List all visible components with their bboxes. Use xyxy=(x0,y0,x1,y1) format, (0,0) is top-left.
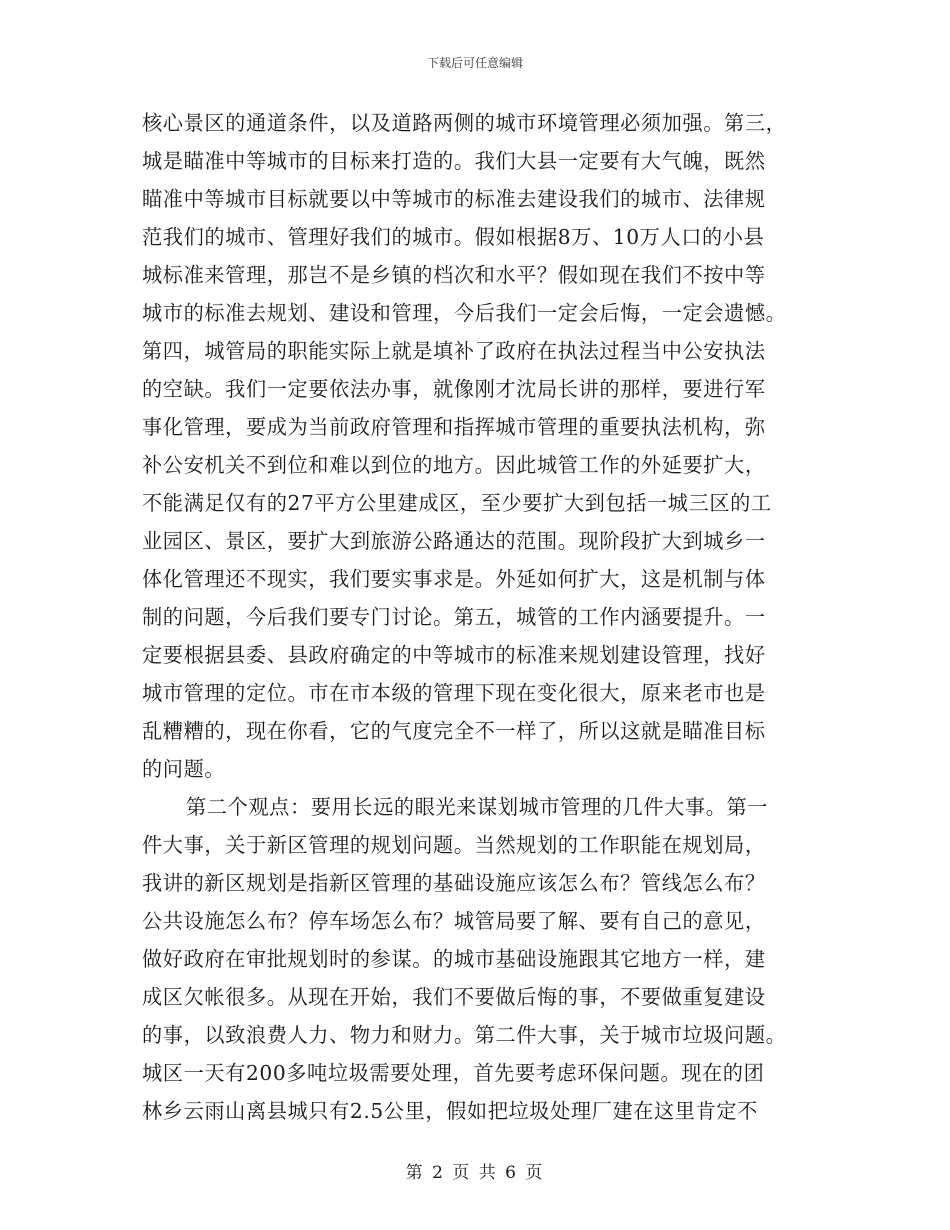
text-line: 事化管理，要成为当前政府管理和指挥城市管理的重要执法机构，弥 xyxy=(142,415,766,439)
paragraph-start-line: 第二个观点：要用长远的眼光来谋划城市管理的几件大事。第一 xyxy=(186,795,769,819)
text-line: 城标准来管理，那岂不是乡镇的档次和水平？假如现在我们不按中等 xyxy=(142,263,766,287)
text-line: 成区欠帐很多。从现在开始，我们不要做后悔的事，不要做重复建设 xyxy=(142,985,766,1009)
text-line: 我讲的新区规划是指新区管理的基础设施应该怎么布？管线怎么布？ xyxy=(142,871,766,895)
page-footer: 第 2 页 共 6 页 xyxy=(405,1163,545,1183)
text-line: 范我们的城市、管理好我们的城市。假如根据8万、10万人口的小县 xyxy=(142,225,765,249)
text-line: 瞄准中等城市目标就要以中等城市的标准去建设我们的城市、法律规 xyxy=(142,187,766,211)
text-line: 公共设施怎么布？停车场怎么布？城管局要了解、要有自己的意见， xyxy=(142,909,766,933)
text-line: 补公安机关不到位和难以到位的地方。因此城管工作的外延要扩大， xyxy=(142,453,766,477)
text-line: 核心景区的通道条件，以及道路两侧的城市环境管理必须加强。第三， xyxy=(142,111,787,135)
text-line: 城市的标准去规划、建设和管理，今后我们一定会后悔，一定会遗憾。 xyxy=(142,301,787,325)
text-line: 体化管理还不现实，我们要实事求是。外延如何扩大，这是机制与体 xyxy=(142,567,766,591)
text-line: 的事，以致浪费人力、物力和财力。第二件大事，关于城市垃圾问题。 xyxy=(142,1023,787,1047)
page-header: 下载后可任意编辑 xyxy=(426,56,523,70)
text-line: 的问题。 xyxy=(142,757,226,781)
text-line: 制的问题，今后我们要专门讨论。第五，城管的工作内涵要提升。一 xyxy=(142,605,766,629)
body-text xyxy=(142,104,812,1130)
text-line: 城区一天有200多吨垃圾需要处理，首先要考虑环保问题。现在的团 xyxy=(142,1061,765,1085)
text-line: 林乡云雨山离县城只有2.5公里，假如把垃圾处理厂建在这里肯定不 xyxy=(142,1099,758,1123)
text-line: 做好政府在审批规划时的参谋。的城市基础设施跟其它地方一样，建 xyxy=(142,947,766,971)
text-line: 业园区、景区，要扩大到旅游公路通达的范围。现阶段扩大到城乡一 xyxy=(142,529,766,553)
text-line: 不能满足仅有的27平方公里建成区，至少要扩大到包括一城三区的工 xyxy=(142,491,772,515)
text-line: 城市管理的定位。市在市本级的管理下现在变化很大，原来老市也是 xyxy=(142,681,766,705)
text-line: 乱糟糟的，现在你看，它的气度完全不一样了，所以这就是瞄准目标 xyxy=(142,719,766,743)
text-line: 件大事，关于新区管理的规划问题。当然规划的工作职能在规划局， xyxy=(142,833,766,857)
text-line: 第四，城管局的职能实际上就是填补了政府在执法过程当中公安执法 xyxy=(142,339,766,363)
text-line: 的空缺。我们一定要依法办事，就像刚才沈局长讲的那样，要进行军 xyxy=(142,377,766,401)
text-line: 定要根据县委、县政府确定的中等城市的标准来规划建设管理，找好 xyxy=(142,643,766,667)
text-line: 城是瞄准中等城市的目标来打造的。我们大县一定要有大气魄，既然 xyxy=(142,149,766,173)
